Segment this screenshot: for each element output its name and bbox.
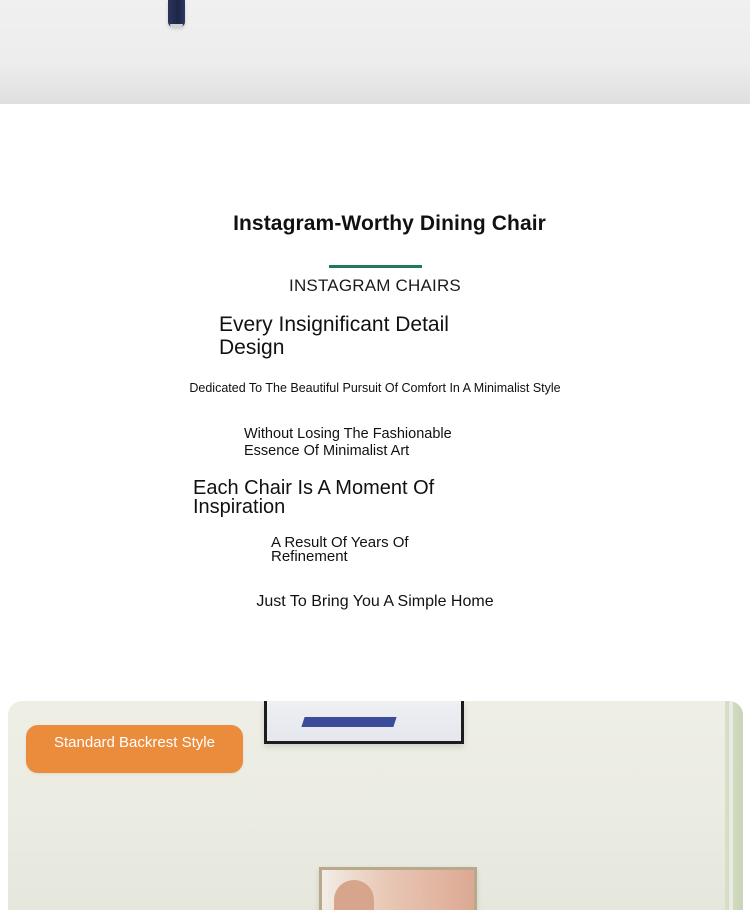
section-subtitle: INSTAGRAM CHAIRS (289, 276, 461, 295)
copy-refinement: A Result Of Years Of Refinement (271, 534, 409, 565)
plant-edge (725, 701, 743, 910)
wall-art-frame-bottom (319, 867, 477, 910)
copy-comfort-pursuit: Dedicated To The Beautiful Pursuit Of Comfort In A Minimalist Style (189, 381, 561, 395)
title-divider (329, 265, 422, 268)
copy-simple-home: Just To Bring You A Simple Home (256, 593, 494, 610)
top-product-photo (0, 0, 750, 104)
floor-shadow (0, 62, 750, 104)
page-title: Instagram-Worthy Dining Chair (233, 212, 546, 235)
style-badge (26, 725, 243, 773)
wall-art-shape (301, 717, 396, 727)
copy-detail-design: Every Insignificant Detail Design (219, 313, 449, 359)
copy-inspiration: Each Chair Is A Moment Of Inspiration (193, 477, 435, 518)
chair-leg (168, 0, 185, 27)
wall-art-blob (334, 880, 374, 910)
copy-fashionable-essence: Without Losing The Fashionable Essence Of Minimalist Art (244, 426, 452, 459)
wall-art-frame-top (264, 701, 464, 744)
style-badge-label: Standard Backrest Style (54, 734, 215, 751)
